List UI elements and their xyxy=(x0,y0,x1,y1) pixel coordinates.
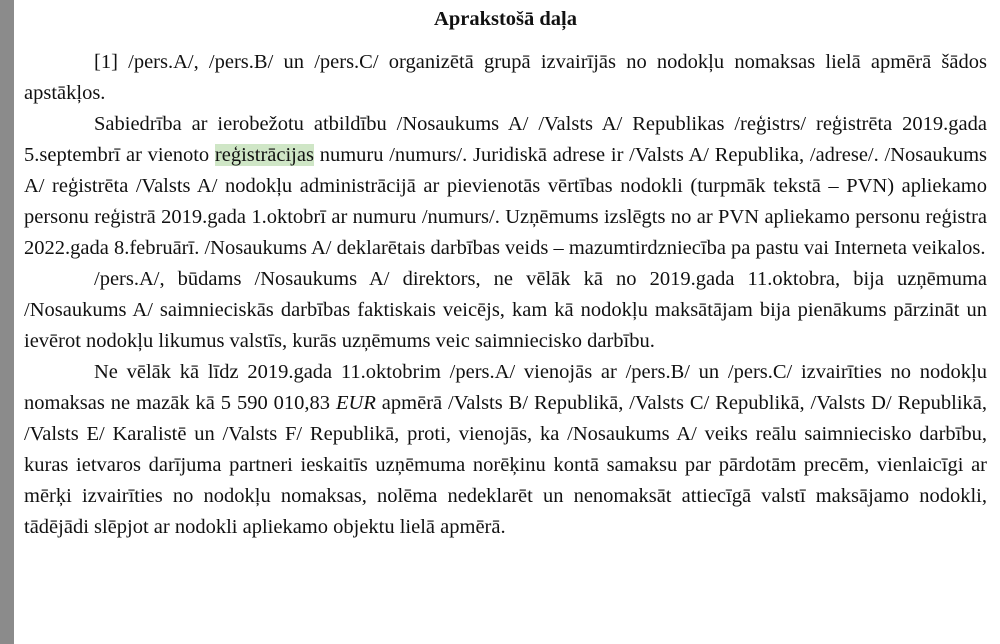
paragraph-2 xyxy=(24,109,987,264)
currency-label: EUR xyxy=(336,392,376,414)
highlighted-word[interactable]: reģistrācijas xyxy=(214,144,314,166)
paragraph-2-text-start: Sabiedrība ar ierobežotu atbildību /Nosaukums A/ /Valsts A/ Republikas /reģistrs/ reģistrēta 2019.gada 5.septembrī ar vienoto xyxy=(24,113,987,166)
paragraph-2-text-end: numuru /numurs/. Juridiskā adrese ir /Valsts A/ Republika, /adrese/. /Nosaukums A/ reģistrēta /Valsts A/ nodokļu administrācijā ar pievienotās vērtības nodokli (turpmāk tekstā – PVN) apliekamo personu reģistrā 2019.gada 1.oktobrī ar numuru /numurs/. Uzņēmums izslēgts no ar PVN apliekamo personu reģistra 2022.gada 8.februārī. /Nosaukums A/ deklarētais darbības veids – mazumtirdzniecība pa pastu vai Interneta veikalos. xyxy=(24,144,987,259)
document-content xyxy=(24,4,987,543)
paragraph-4-text-start: Ne vēlāk kā līdz 2019.gada 11.oktobrim /pers.A/ vienojās ar /pers.B/ un /pers.C/ izvairīties no nodokļu nomaksas ne mazāk kā 5 590 010,83 xyxy=(24,361,987,414)
section-heading: Aprakstošā daļa xyxy=(434,8,577,30)
paragraph-4 xyxy=(24,357,987,543)
paragraph-4-text-end: apmērā /Valsts B/ Republikā, /Valsts C/ Republikā, /Valsts D/ Republikā, /Valsts E/ Karalistē un /Valsts F/ Republikā, proti, vienojās, ka /Nosaukums A/ veiks reālu saimniecisko darbību, kuras ietvaros darījuma partneri ieskaitīs uzņēmuma norēķinu kontā samaksu par pārdotām precēm, vienlaicīgi ar mērķi izvairīties no nodokļu nomaksas, nolēma nedeklarēt un nenomaksāt attiecīgā valstī maksājamo nodokli, tādējādi slēpjot ar nodokli apliekamo objektu lielā apmērā. xyxy=(24,392,987,538)
paragraph-1: [1] /pers.A/, /pers.B/ un /pers.C/ organizētā grupā izvairījās no nodokļu nomaksas lielā apmērā šādos apstākļos. xyxy=(24,51,987,104)
paragraph-3: /pers.A/, būdams /Nosaukums A/ direktors, ne vēlāk kā no 2019.gada 11.oktobra, bija uzņēmuma /Nosaukums A/ saimnieciskās darbības faktiskais veicējs, kam kā nodokļu maksātājam bija pienākums pārzināt un ievērot nodokļu likumus valstīs, kurās uzņēmums veic saimniecisko darbību. xyxy=(24,268,987,352)
document-page xyxy=(14,0,1000,644)
